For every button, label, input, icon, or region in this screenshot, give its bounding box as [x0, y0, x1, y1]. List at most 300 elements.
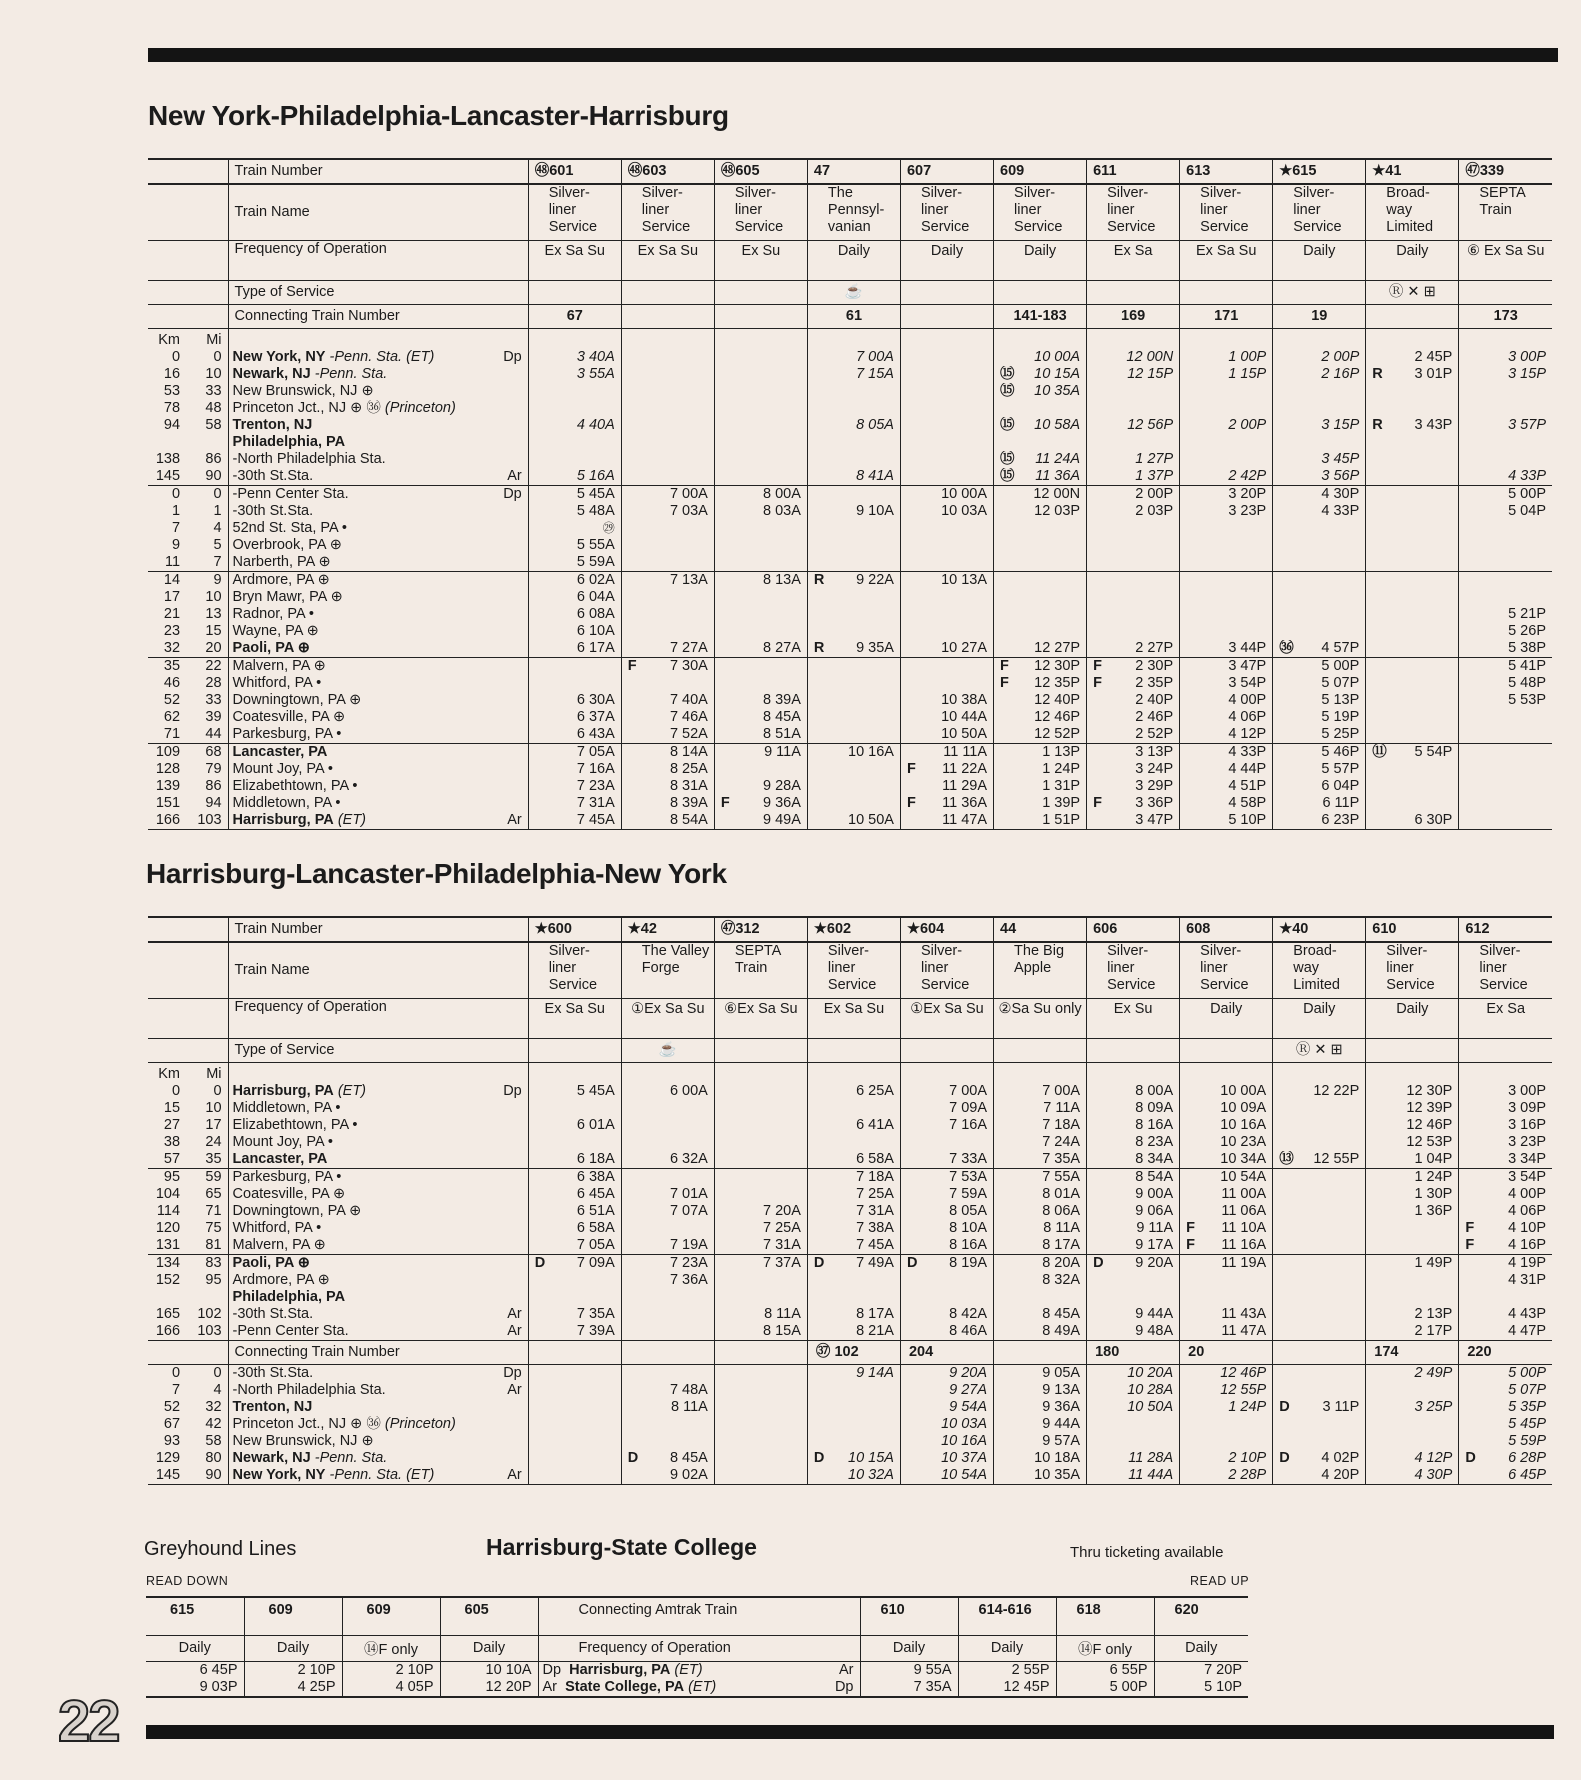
time-cell	[714, 400, 807, 417]
station-row	[148, 451, 1552, 468]
train-number: 47	[807, 159, 900, 184]
time-cell: 5 45A	[528, 485, 621, 503]
time-cell: 7 35A	[528, 1306, 621, 1323]
time-cell	[714, 349, 807, 366]
time-cell: 6 17A	[528, 640, 621, 658]
time-cell: 3 34P	[1459, 1151, 1552, 1169]
time-cell: 10 00A	[994, 349, 1087, 366]
time-cell	[621, 349, 714, 366]
time-cell	[1366, 640, 1459, 658]
train-number: ㊼312	[714, 917, 807, 942]
train-number: 607	[900, 159, 993, 184]
time-cell	[807, 520, 900, 537]
time-cell: 6 43A	[528, 726, 621, 744]
type-of-service: Ⓡ ✕ ⊞	[1273, 1038, 1366, 1062]
time-cell	[1087, 589, 1180, 606]
train-name: Broad- way Limited	[1273, 942, 1366, 998]
time-cell: F 4 16P	[1459, 1237, 1552, 1255]
station: Trenton, NJ	[228, 1399, 528, 1416]
type-of-service	[714, 280, 807, 304]
time-cell: 9 05A	[994, 1364, 1087, 1382]
time-cell: 5 41P	[1459, 657, 1552, 675]
time-cell: 2 45P	[1366, 349, 1459, 366]
time-cell	[1366, 1289, 1459, 1306]
time-cell: 5 00P	[1459, 485, 1552, 503]
type-of-service: Ⓡ ✕ ⊞	[1366, 280, 1459, 304]
time-cell: 8 45A	[994, 1306, 1087, 1323]
type-of-service	[528, 280, 621, 304]
time-cell	[714, 1134, 807, 1151]
bus-frequency: Daily	[958, 1635, 1056, 1661]
time-cell	[1273, 1289, 1366, 1306]
time-cell	[1087, 1416, 1180, 1433]
time-cell	[621, 366, 714, 383]
time-cell	[714, 520, 807, 537]
mi: 10	[205, 1099, 222, 1116]
time-cell: 4 12P	[1180, 726, 1273, 744]
type-of-service	[1459, 1038, 1552, 1062]
bus-time: 6 55P	[1056, 1661, 1154, 1679]
time-cell	[1273, 623, 1366, 640]
time-cell: F 11 22A	[900, 761, 993, 778]
km: 0	[171, 348, 181, 365]
train-number: ★604	[900, 917, 993, 942]
time-cell: 7 20A	[714, 1203, 807, 1220]
time-cell: 8 23A	[1087, 1134, 1180, 1151]
time-cell: 8 39A	[621, 795, 714, 812]
time-cell: 1 37P	[1087, 468, 1180, 486]
time-cell: 3 54P	[1459, 1168, 1552, 1186]
bus-number: 610	[860, 1597, 958, 1635]
type-of-service	[1273, 280, 1366, 304]
time-cell: 6 04P	[1273, 778, 1366, 795]
time-cell: 12 03P	[994, 503, 1087, 520]
bus-number: 618	[1056, 1597, 1154, 1635]
time-cell: 1 24P	[1366, 1168, 1459, 1186]
time-cell: 2 40P	[1087, 692, 1180, 709]
time-cell: 6 38A	[528, 1168, 621, 1186]
time-cell: 10 54A	[1180, 1168, 1273, 1186]
time-cell: 8 25A	[621, 761, 714, 778]
time-cell: 7 01A	[621, 1186, 714, 1203]
time-cell: 7 00A	[994, 1083, 1087, 1100]
time-cell	[994, 434, 1087, 451]
time-cell	[714, 1467, 807, 1485]
time-cell: 7 25A	[714, 1220, 807, 1237]
time-cell: 5 26P	[1459, 623, 1552, 640]
train-number: ㊽601	[528, 159, 621, 184]
frequency: Daily	[1273, 998, 1366, 1038]
train-number: ★41	[1366, 159, 1459, 184]
time-cell	[900, 349, 993, 366]
time-cell: 11 11A	[900, 743, 993, 761]
time-cell	[1273, 1364, 1366, 1382]
time-cell: 8 54A	[621, 812, 714, 830]
mi: 28	[205, 674, 222, 691]
type-of-service	[994, 280, 1087, 304]
connecting-train	[621, 304, 714, 328]
time-cell	[1366, 726, 1459, 744]
time-cell: 10 34A	[1180, 1151, 1273, 1169]
train-name-label: Train Name	[228, 942, 528, 998]
station: -30th St.Sta. Dp	[228, 1364, 528, 1382]
time-cell: 4 33P	[1273, 503, 1366, 520]
time-cell	[1459, 795, 1552, 812]
time-cell	[994, 400, 1087, 417]
time-cell: 7 45A	[807, 1237, 900, 1255]
frequency: Ex Su	[1087, 998, 1180, 1038]
frequency: Ex Sa Su	[528, 998, 621, 1038]
time-cell: 9 27A	[900, 1382, 993, 1399]
km: 166	[155, 1322, 181, 1339]
time-cell	[807, 709, 900, 726]
time-cell: 6 01A	[528, 1117, 621, 1134]
time-cell: 2 00P	[1087, 485, 1180, 503]
km: 166	[155, 811, 181, 828]
time-cell	[900, 366, 993, 383]
km: 129	[155, 1449, 181, 1466]
time-cell	[1459, 434, 1552, 451]
train-name: Silver- liner Service	[900, 184, 993, 240]
time-cell	[621, 1168, 714, 1186]
time-cell: 4 06P	[1459, 1203, 1552, 1220]
km: 165	[155, 1305, 181, 1322]
bus-station: Ar State College, PA (ET) Dp	[538, 1679, 860, 1697]
section1-title: New York-Philadelphia-Lancaster-Harrisburg	[148, 100, 729, 131]
frequency: ①Ex Sa Su	[900, 998, 993, 1038]
km: 27	[163, 1116, 181, 1133]
mi: 15	[205, 622, 222, 639]
km: 145	[155, 467, 181, 484]
time-cell	[1366, 1220, 1459, 1237]
station: Philadelphia, PA	[228, 1289, 528, 1306]
time-cell: 4 33P	[1459, 468, 1552, 486]
connecting-train	[714, 1340, 807, 1364]
station-row	[148, 1203, 1552, 1220]
km: 52	[163, 1398, 181, 1415]
mi: 0	[213, 1082, 222, 1099]
time-cell: D 7 09A	[528, 1254, 621, 1272]
station: Newark, NJ -Penn. Sta.	[228, 366, 528, 383]
time-cell: ⑪ 5 54P	[1366, 743, 1459, 761]
time-cell: 1 27P	[1087, 451, 1180, 468]
time-cell	[807, 675, 900, 692]
time-cell	[1273, 383, 1366, 400]
km: 11	[164, 553, 181, 570]
time-cell: 12 15P	[1087, 366, 1180, 383]
station-row	[148, 743, 1552, 761]
time-cell	[807, 623, 900, 640]
km: 17	[163, 588, 181, 605]
time-cell	[1459, 1289, 1552, 1306]
time-cell: R 9 22A	[807, 571, 900, 589]
km: 109	[155, 743, 181, 760]
type-of-service: ☕	[621, 1038, 714, 1062]
time-cell: 7 24A	[994, 1134, 1087, 1151]
time-cell	[621, 383, 714, 400]
time-cell: ⑬ 12 55P	[1273, 1151, 1366, 1169]
time-cell: 2 13P	[1366, 1306, 1459, 1323]
time-cell: 8 39A	[714, 692, 807, 709]
mi: 1	[213, 502, 222, 519]
train-name: Silver- liner Service	[900, 942, 993, 998]
time-cell	[1087, 1272, 1180, 1289]
time-cell: 10 32A	[807, 1467, 900, 1485]
train-name: Silver- liner Service	[1180, 184, 1273, 240]
time-cell: 8 45A	[714, 709, 807, 726]
km: 128	[155, 760, 181, 777]
station: Lancaster, PA	[228, 743, 528, 761]
km: 9	[171, 536, 181, 553]
page-number: 22	[58, 1689, 119, 1754]
time-cell: 7 16A	[528, 761, 621, 778]
mi: 42	[205, 1415, 222, 1432]
time-cell: 12 52P	[994, 726, 1087, 744]
time-cell: 10 03A	[900, 1416, 993, 1433]
time-cell	[714, 417, 807, 434]
time-cell	[1180, 383, 1273, 400]
time-cell: 9 00A	[1087, 1186, 1180, 1203]
time-cell: 10 23A	[1180, 1134, 1273, 1151]
time-cell	[807, 589, 900, 606]
train-name: Broad- way Limited	[1366, 184, 1459, 240]
time-cell: 10 50A	[807, 812, 900, 830]
station: Lancaster, PA	[228, 1151, 528, 1169]
station-row	[148, 554, 1552, 572]
connecting-train	[1273, 1340, 1366, 1364]
km: 134	[155, 1254, 181, 1271]
time-cell: 4 12P	[1366, 1450, 1459, 1467]
time-cell: D 9 20A	[1087, 1254, 1180, 1272]
time-cell	[528, 1450, 621, 1467]
time-cell: 5 57P	[1273, 761, 1366, 778]
time-cell	[1366, 795, 1459, 812]
connecting-train	[900, 304, 993, 328]
time-cell: 1 15P	[1180, 366, 1273, 383]
station: Harrisburg, PA (ET) Dp	[228, 1083, 528, 1100]
time-cell	[621, 434, 714, 451]
time-cell	[714, 1364, 807, 1382]
time-cell: 11 47A	[900, 812, 993, 830]
time-cell: 7 18A	[807, 1168, 900, 1186]
time-cell: 10 37A	[900, 1450, 993, 1467]
station-row	[148, 1117, 1552, 1134]
mi: 58	[205, 416, 222, 433]
time-cell: 9 10A	[807, 503, 900, 520]
time-cell: 10 50A	[900, 726, 993, 744]
frequency: Daily	[1366, 240, 1459, 280]
train-name-label: Train Name	[228, 184, 528, 240]
time-cell	[1273, 589, 1366, 606]
train-name: Silver- liner Service	[528, 942, 621, 998]
frequency: Daily	[1273, 240, 1366, 280]
station: Paoli, PA ⊕	[228, 1254, 528, 1272]
bus-time: 12 20P	[440, 1679, 538, 1697]
time-cell: 5 48P	[1459, 675, 1552, 692]
time-cell: 7 16A	[900, 1117, 993, 1134]
time-cell: F 9 36A	[714, 795, 807, 812]
train-number: 608	[1180, 917, 1273, 942]
time-cell: 2 46P	[1087, 709, 1180, 726]
connecting-train: 169	[1087, 304, 1180, 328]
time-cell: 11 47A	[1180, 1323, 1273, 1341]
type-label: Type of Service	[228, 1038, 528, 1062]
time-cell	[1366, 623, 1459, 640]
time-cell: 7 09A	[900, 1100, 993, 1117]
time-cell	[621, 1134, 714, 1151]
time-cell	[807, 554, 900, 572]
frequency: Ex Sa	[1087, 240, 1180, 280]
time-cell	[621, 1306, 714, 1323]
time-cell	[1273, 571, 1366, 589]
connecting-train	[994, 1340, 1087, 1364]
bus-time: 7 35A	[860, 1679, 958, 1697]
time-cell: 10 28A	[1087, 1382, 1180, 1399]
km: 53	[163, 382, 181, 399]
km: 57	[163, 1150, 181, 1167]
station: Newark, NJ -Penn. Sta.	[228, 1450, 528, 1467]
time-cell: 9 54A	[900, 1399, 993, 1416]
time-cell: 5 45P	[1459, 1416, 1552, 1433]
bus-time: 12 45P	[958, 1679, 1056, 1697]
time-cell: 9 06A	[1087, 1203, 1180, 1220]
bus-frequency: Daily	[178, 1640, 211, 1656]
time-cell	[1087, 383, 1180, 400]
km: 95	[163, 1168, 181, 1185]
station: Parkesburg, PA •	[228, 726, 528, 744]
time-cell: 4 31P	[1459, 1272, 1552, 1289]
station-row	[148, 1289, 1552, 1306]
train-number: ★40	[1273, 917, 1366, 942]
km: 104	[155, 1185, 181, 1202]
time-cell	[621, 400, 714, 417]
time-cell	[900, 520, 993, 537]
connecting-train: 19	[1273, 304, 1366, 328]
timetable-westbound	[148, 158, 1552, 833]
time-cell: 6 51A	[528, 1203, 621, 1220]
time-cell	[714, 589, 807, 606]
bus-time: 2 55P	[958, 1661, 1056, 1679]
station-row	[148, 795, 1552, 812]
time-cell	[1459, 400, 1552, 417]
km: 139	[155, 777, 181, 794]
time-cell	[1180, 554, 1273, 572]
time-cell: 10 00A	[900, 485, 993, 503]
station: Trenton, NJ	[228, 417, 528, 434]
time-cell	[1366, 434, 1459, 451]
time-cell: 2 00P	[1180, 417, 1273, 434]
time-cell: 4 30P	[1273, 485, 1366, 503]
station-row	[148, 1237, 1552, 1255]
time-cell: 12 46P	[1366, 1117, 1459, 1134]
time-cell: 1 04P	[1366, 1151, 1459, 1169]
station: Radnor, PA •	[228, 606, 528, 623]
time-cell: 10 16A	[900, 1433, 993, 1450]
time-cell: 8 21A	[807, 1323, 900, 1341]
time-cell: 8 20A	[994, 1254, 1087, 1272]
km: 71	[163, 725, 181, 742]
time-cell	[900, 537, 993, 554]
train-name: The Valley Forge	[621, 942, 714, 998]
time-cell	[1273, 1382, 1366, 1399]
time-cell: 10 00A	[1180, 1083, 1273, 1100]
type-of-service	[900, 280, 993, 304]
time-cell	[1087, 623, 1180, 640]
time-cell: 10 03A	[900, 503, 993, 520]
time-cell	[1180, 606, 1273, 623]
station-row	[148, 349, 1552, 366]
connecting-train: 67	[528, 304, 621, 328]
train-number: 611	[1087, 159, 1180, 184]
time-cell	[714, 1399, 807, 1416]
time-cell	[528, 1467, 621, 1485]
time-cell	[714, 1186, 807, 1203]
greyhound-company: Greyhound Lines	[144, 1538, 297, 1560]
greyhound-title: Harrisburg-State College	[486, 1534, 757, 1560]
station: Elizabethtown, PA •	[228, 1117, 528, 1134]
station: Princeton Jct., NJ ⊕ ㊱ (Princeton)	[228, 400, 528, 417]
mi: 75	[205, 1219, 222, 1236]
time-cell: 3 45P	[1273, 451, 1366, 468]
connecting-label: Connecting Train Number	[228, 304, 528, 328]
station: Overbrook, PA ⊕	[228, 537, 528, 554]
time-cell	[994, 520, 1087, 537]
time-cell: 7 48A	[621, 1382, 714, 1399]
time-cell: ⑮ 11 36A	[994, 468, 1087, 486]
mi: 65	[205, 1185, 222, 1202]
mi: 4	[213, 1381, 222, 1398]
type-of-service: ☕	[807, 280, 900, 304]
time-cell	[528, 1416, 621, 1433]
time-cell	[714, 1450, 807, 1467]
time-cell	[1366, 1416, 1459, 1433]
time-cell: 10 16A	[1180, 1117, 1273, 1134]
time-cell: 6 32A	[621, 1151, 714, 1169]
time-cell	[994, 589, 1087, 606]
bus-number: 609	[342, 1597, 440, 1635]
time-cell	[1459, 726, 1552, 744]
time-cell: 8 01A	[994, 1186, 1087, 1203]
time-cell: 12 30P	[1366, 1083, 1459, 1100]
time-cell: 3 55A	[528, 366, 621, 383]
time-cell: 4 40A	[528, 417, 621, 434]
station: -Penn Center Sta. Dp	[228, 485, 528, 503]
time-cell: 8 11A	[714, 1306, 807, 1323]
frequency: ①Ex Sa Su	[621, 998, 714, 1038]
bus-time: 9 55A	[860, 1661, 958, 1679]
time-cell: 12 39P	[1366, 1100, 1459, 1117]
read-up-label: READ UP	[1190, 1574, 1250, 1588]
time-cell	[1366, 761, 1459, 778]
time-cell	[714, 1289, 807, 1306]
time-cell: 11 19A	[1180, 1254, 1273, 1272]
type-of-service	[714, 1038, 807, 1062]
km: 7	[171, 519, 181, 536]
time-cell: D 7 49A	[807, 1254, 900, 1272]
frequency: Daily	[994, 240, 1087, 280]
time-cell	[528, 383, 621, 400]
station: Philadelphia, PA	[228, 434, 528, 451]
time-cell: 6 23P	[1273, 812, 1366, 830]
station: New Brunswick, NJ ⊕	[228, 383, 528, 400]
time-cell	[714, 1382, 807, 1399]
km: 120	[155, 1219, 181, 1236]
station: Bryn Mawr, PA ⊕	[228, 589, 528, 606]
time-cell	[714, 1083, 807, 1100]
time-cell: 10 09A	[1180, 1100, 1273, 1117]
time-cell: 3 15P	[1273, 417, 1366, 434]
time-cell: 3 20P	[1180, 485, 1273, 503]
